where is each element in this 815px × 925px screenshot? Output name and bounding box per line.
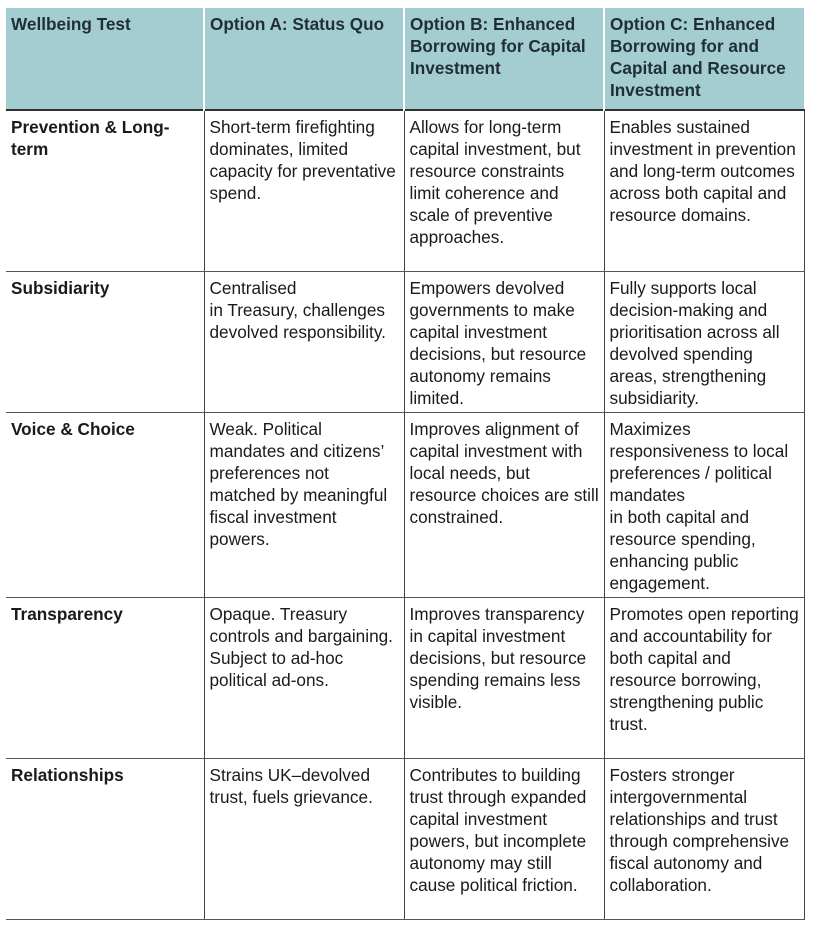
table-row: [6, 597, 804, 758]
header-wellbeing-test: Wellbeing Test: [6, 8, 204, 110]
option-b-cell: Improves transparency in capital investment decisions, but resource spending remains less visible.: [404, 597, 604, 758]
header-option-b: Option B: Enhanced Borrowing for Capital Investment: [404, 8, 604, 110]
option-b-cell: Empowers devolved governments to make capital investment decisions, but resource autonomy remains limited.: [404, 271, 604, 412]
option-c-cell: Fosters stronger intergovernmental relationships and trust through comprehensive fiscal autonomy and collaboration.: [604, 758, 804, 919]
option-c-cell: Fully supports local decision-making and prioritisation across all devolved spending areas, strengthening subsidiarity.: [604, 271, 804, 412]
wellbeing-options-table: [6, 8, 805, 920]
option-c-cell: Enables sustained investment in prevention and long-term outcomes across both capital and resource domains.: [604, 110, 804, 271]
row-test-label: Voice & Choice: [6, 412, 204, 597]
table-header: [6, 8, 804, 110]
option-a-cell: Centralised in Treasury, challenges devolved responsibility.: [204, 271, 404, 412]
option-a-cell: Weak. Political mandates and citizens’ preferences not matched by meaningful fiscal investment powers.: [204, 412, 404, 597]
table-row: [6, 412, 804, 597]
table-body: [6, 110, 804, 919]
row-test-label: Relationships: [6, 758, 204, 919]
option-a-cell: Opaque. Treasury controls and bargaining. Subject to ad-hoc political ad-ons.: [204, 597, 404, 758]
option-b-cell: Improves alignment of capital investment with local needs, but resource choices are still constrained.: [404, 412, 604, 597]
table-row: [6, 758, 804, 919]
option-c-cell: Maximizes responsiveness to local preferences / political mandates in both capital and resource spending, enhancing public engagement.: [604, 412, 804, 597]
header-row: [6, 8, 804, 110]
row-test-label: Subsidiarity: [6, 271, 204, 412]
option-a-cell: Short-term firefighting dominates, limited capacity for preventative spend.: [204, 110, 404, 271]
option-b-cell: Allows for long-term capital investment, but resource constraints limit coherence and scale of preventive approaches.: [404, 110, 604, 271]
option-a-cell: Strains UK–devolved trust, fuels grievance.: [204, 758, 404, 919]
row-test-label: Transparency: [6, 597, 204, 758]
comparison-table-container: [6, 8, 804, 920]
table-row: [6, 110, 804, 271]
header-option-a: Option A: Status Quo: [204, 8, 404, 110]
row-test-label: Prevention & Long-term: [6, 110, 204, 271]
option-c-cell: Promotes open reporting and accountability for both capital and resource borrowing, strengthening public trust.: [604, 597, 804, 758]
header-option-c: Option C: Enhanced Borrowing for and Capital and Resource Investment: [604, 8, 804, 110]
option-b-cell: Contributes to building trust through expanded capital investment powers, but incomplete autonomy may still cause political friction.: [404, 758, 604, 919]
table-row: [6, 271, 804, 412]
